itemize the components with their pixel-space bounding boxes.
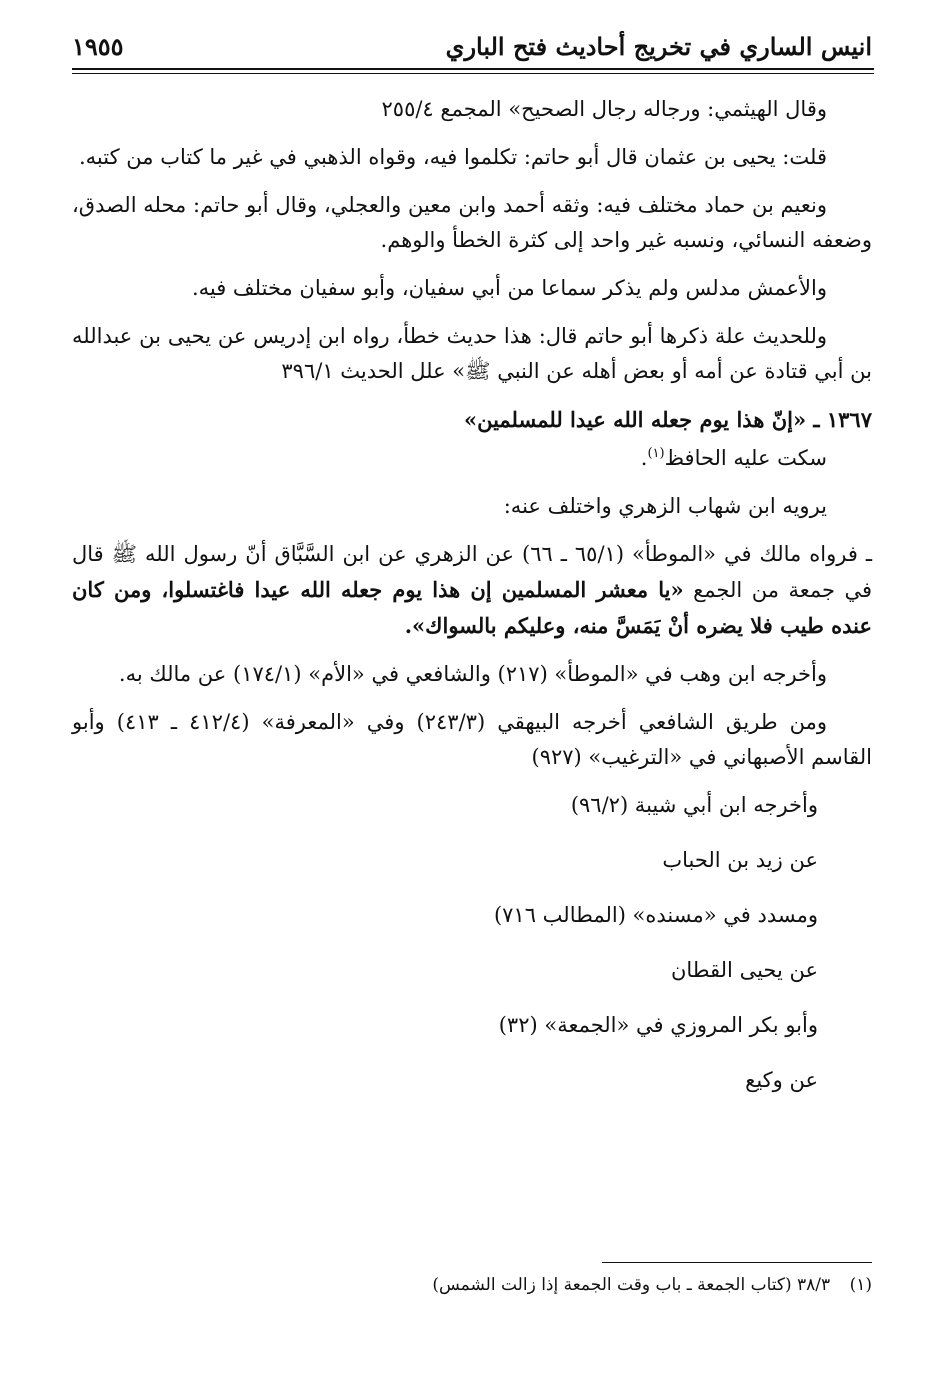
paragraph-nuaym: ونعيم بن حماد مختلف فيه: وثقه أحمد وابن معين والعجلي، وقال أبو حاتم: محله الصدق، وضعفه النسائي، ونسبه غير واحد إلى كثرة الخطأ والوهم.	[72, 193, 872, 252]
page-number: ١٩٥٥	[72, 32, 124, 61]
page-header	[72, 32, 872, 66]
header-rule	[72, 68, 874, 70]
list-item: عن زيد بن الحباب	[662, 848, 818, 872]
paragraph-shafii: ومن طريق الشافعي أخرجه البيهقي (٢٤٣/٣) وفي «المعرفة» (٤١٢/٤ ـ ٤١٣) وأبو القاسم الأصبهاني في «الترغيب» (٩٢٧)	[72, 710, 872, 769]
footnote-rule	[602, 1262, 872, 1263]
footnote	[72, 1272, 872, 1298]
paragraph-haythami: وقال الهيثمي: ورجاله رجال الصحيح» المجمع ٢٥٥/٤	[381, 97, 827, 121]
list-item: عن يحيى القطان	[670, 958, 818, 982]
hadith-number: ١٣٦٧ ـ	[813, 407, 872, 432]
paragraph-yahya: قلت: يحيى بن عثمان قال أبو حاتم: تكلموا فيه، وقواه الذهبي في غير ما كتاب من كتبه.	[79, 145, 827, 169]
footnote-text: ٣٨/٣ (كتاب الجمعة ـ باب وقت الجمعة إذا زالت الشمس)	[432, 1275, 831, 1295]
paragraph-ibn-wahb: وأخرجه ابن وهب في «الموطأ» (٢١٧) والشافعي في «الأم» (١٧٤/١) عن مالك به.	[118, 662, 827, 686]
running-title: انيس الساري في تخريج أحاديث فتح الباري	[445, 32, 872, 61]
list-item: وأبو بكر المروزي في «الجمعة» (٣٢)	[498, 1013, 818, 1037]
body-text	[72, 92, 872, 1118]
footnote-reference: (١)	[647, 446, 665, 461]
paragraph-zuhri: يرويه ابن شهاب الزهري واختلف عنه:	[503, 494, 827, 518]
hadith-heading	[72, 402, 872, 437]
malik-quote: «يا معشر المسلمين إن هذا يوم جعله الله عيدا فاغتسلوا، ومن كان عنده طيب فلا يضره أنْ يَمَسَّ منه، وعليكم بالسواك».	[72, 577, 872, 638]
list-item: عن وكيع	[745, 1068, 818, 1092]
paragraph-silent: سكت عليه الحافظ$^{(١)}$.	[640, 446, 827, 470]
paragraph-illa: وللحديث علة ذكرها أبو حاتم قال: هذا حديث خطأ، رواه ابن إدريس عن يحيى بن عبدالله بن أبي قتادة عن أمه أو بعض أهله عن النبي ﷺ» علل الحديث ٣٩٦/١	[72, 324, 872, 383]
header-rule-thin	[72, 73, 874, 74]
paragraph-amash: والأعمش مدلس ولم يذكر سماعا من أبي سفيان، وأبو سفيان مختلف فيه.	[191, 276, 827, 300]
malik-lead: ـ فرواه مالك في «الموطأ» (٦٥/١ ـ ٦٦) عن الزهري عن ابن السَّبَّاق أنّ رسول الله ﷺ قال في جمعة من الجمع	[72, 542, 873, 602]
hadith-text: «إنّ هذا يوم جعله الله عيدا للمسلمين»	[463, 407, 807, 432]
paragraph-malik	[72, 537, 872, 644]
list-item: وأخرجه ابن أبي شيبة (٩٦/٢)	[570, 793, 818, 817]
silent-text: سكت عليه الحافظ	[664, 446, 827, 470]
list-item: ومسدد في «مسنده» (المطالب ٧١٦)	[493, 903, 818, 927]
footnote-number: (١)	[849, 1275, 872, 1295]
